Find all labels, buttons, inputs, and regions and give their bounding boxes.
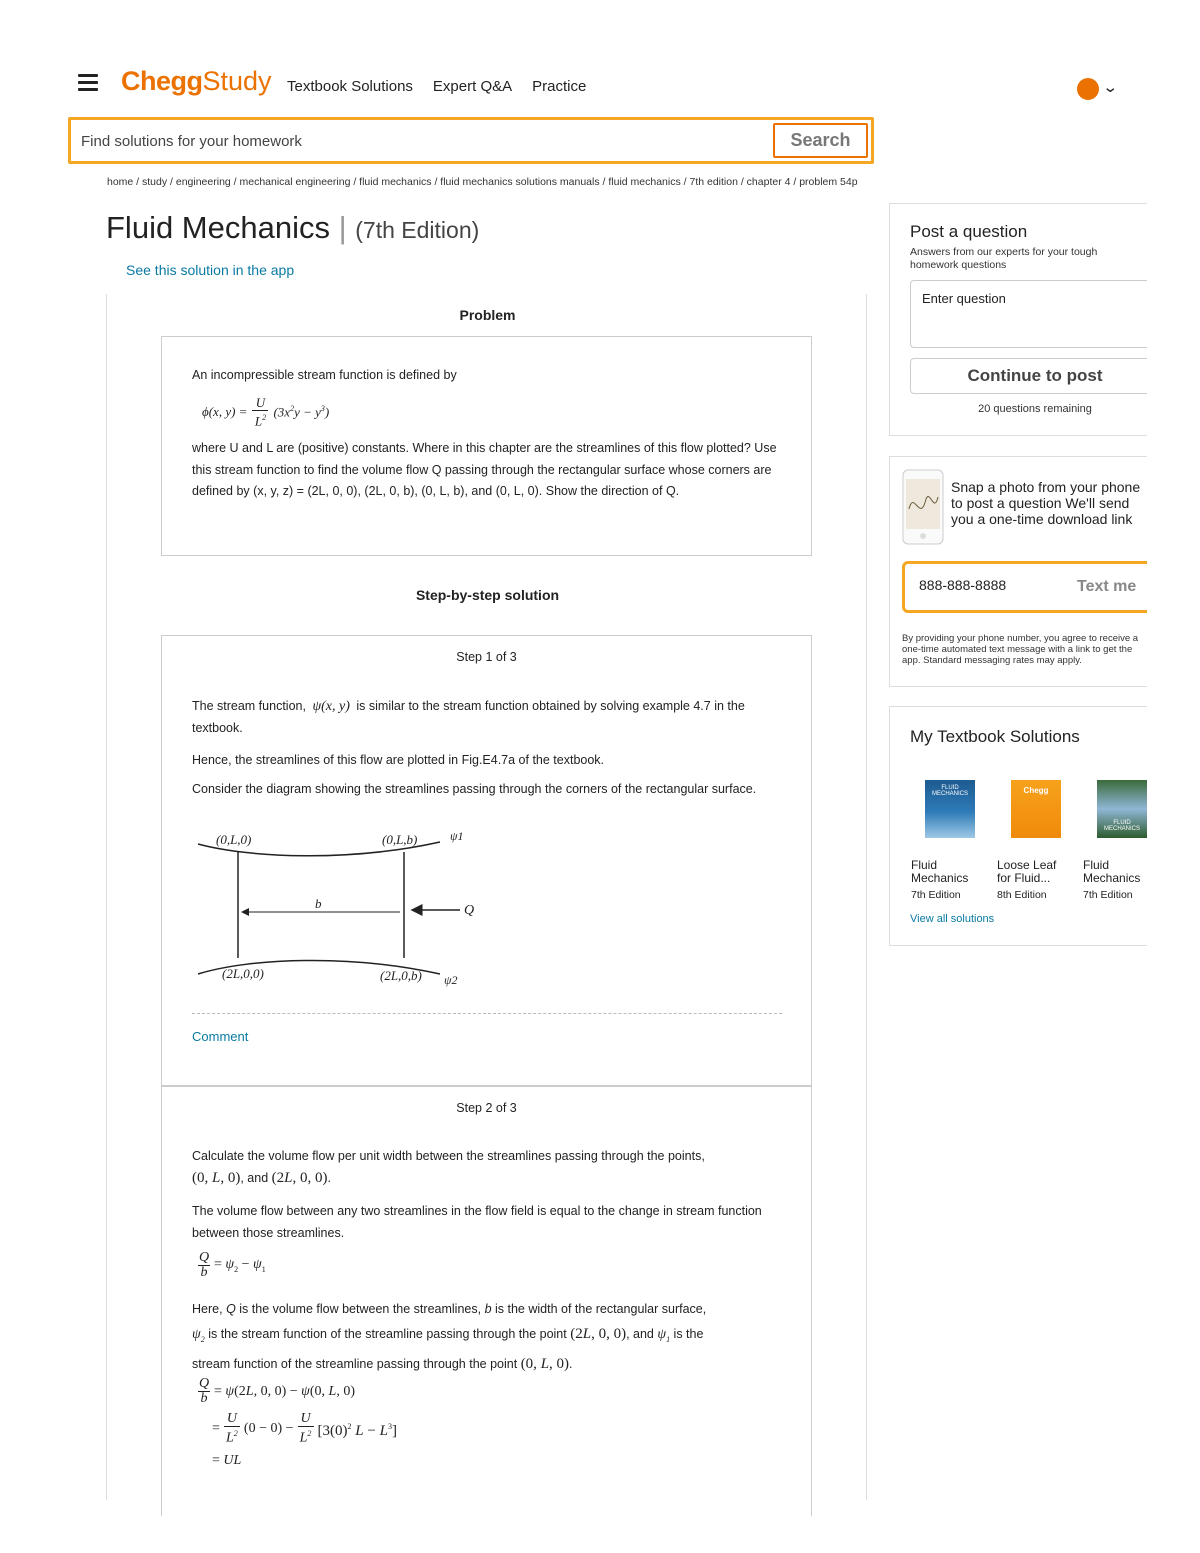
psi-symbol: ψ(x, y)	[312, 699, 350, 714]
logo-brand: Chegg	[121, 66, 203, 96]
snap-photo-card	[889, 456, 1147, 687]
nav-textbook-solutions[interactable]: Textbook Solutions	[287, 78, 413, 95]
book-edition-3: 7th Edition	[1083, 889, 1133, 901]
phone-icon	[902, 469, 944, 545]
label-psi-2: ψ2	[444, 973, 458, 987]
step-1-paragraph-1: The stream function, ψ(x, y) is similar to the stream function obtained by solving example 4.7 in the textbook.	[192, 699, 745, 735]
solution-content	[106, 294, 867, 1500]
phone-number-field	[902, 561, 1147, 613]
problem-body: where U and L are (positive) constants. Where in this chapter are the streamlines of this flow plotted? Use this stream function to find the volume flow Q passing through the rectangular surface whose corners are defined by (x, y, z) = (2L, 0, 0), (2L, 0, b), (0, L, b), and (0, L, 0). Show the direction of Q.	[192, 441, 777, 498]
post-question-card	[889, 203, 1147, 436]
problem-box	[161, 336, 812, 556]
book-name-2[interactable]: Loose Leaf for Fluid...	[997, 858, 1057, 885]
questions-remaining: 20 questions remaining	[978, 403, 1092, 415]
step-2-label: Step 2 of 3	[456, 1101, 517, 1115]
solution-heading: Step-by-step solution	[415, 587, 560, 603]
my-textbook-solutions-card	[889, 706, 1147, 946]
stream-function-equation: ϕ(x, y) = U $L^2$ $(3x^2y - y^3)$	[202, 394, 330, 429]
label-flow-q: Q	[464, 903, 475, 918]
menu-icon[interactable]	[78, 74, 98, 92]
step-1-paragraph-3: Consider the diagram showing the streamlines passing through the corners of the rectangular surface.	[192, 782, 757, 796]
label-top-left: (0,L,0)	[216, 832, 252, 847]
post-question-subtitle: Answers from our experts for your tough homework questions	[910, 246, 1098, 271]
book-cover-fluid-mechanics[interactable]: FLUID MECHANICS	[925, 780, 975, 838]
chegg-study-logo[interactable]	[121, 66, 272, 97]
see-solution-in-app-link[interactable]: See this solution in the app	[126, 262, 295, 278]
step-1-divider	[192, 1013, 782, 1014]
page-title: Fluid Mechanics | (7th Edition)	[106, 210, 480, 245]
problem-intro: An incompressible stream function is defined by	[192, 368, 457, 382]
label-psi-1: ψ1	[450, 829, 464, 843]
continue-to-post-button[interactable]: Continue to post	[910, 358, 1147, 394]
book-cover-loose-leaf[interactable]: Chegg	[1011, 780, 1061, 838]
book-cover-fluid-mechanics-2[interactable]: FLUID MECHANICS	[1097, 780, 1147, 838]
book-title: Fluid Mechanics	[106, 210, 330, 245]
my-textbook-solutions-title: My Textbook Solutions	[910, 727, 1080, 746]
breadcrumb[interactable]: home / study / engineering / mechanical engineering / fluid mechanics / fluid mechanics solutions manuals / fluid mechanics / 7th edition / chapter 4 / problem 54p	[107, 176, 858, 188]
chevron-down-icon[interactable]: ⌄	[1102, 79, 1119, 96]
main-nav	[287, 78, 586, 95]
question-input[interactable]	[910, 280, 1147, 348]
book-edition: (7th Edition)	[355, 217, 480, 243]
search-button[interactable]: Search	[773, 123, 868, 158]
book-edition-2: 8th Edition	[997, 889, 1047, 901]
book-edition-1: 7th Edition	[911, 889, 961, 901]
snap-photo-text: Snap a photo from your phone to post a question We'll send you a one-time download link	[951, 479, 1141, 527]
book-name-3[interactable]: Fluid Mechanics	[1083, 858, 1141, 885]
step-1-paragraph-2: Hence, the streamlines of this flow are plotted in Fig.E4.7a of the textbook.	[192, 753, 605, 767]
book-name-1[interactable]: Fluid Mechanics	[911, 858, 969, 885]
label-bottom-left: (2L,0,0)	[222, 966, 264, 981]
text-me-button[interactable]: Text me	[1077, 578, 1137, 595]
user-avatar-icon[interactable]	[1077, 78, 1099, 100]
search-input[interactable]	[81, 128, 761, 154]
post-question-title: Post a question	[910, 222, 1028, 241]
step-1-label: Step 1 of 3	[456, 650, 517, 664]
step-1-comment-link[interactable]: Comment	[192, 1029, 249, 1044]
view-all-solutions-link[interactable]: View all solutions	[910, 913, 995, 925]
step-1-box	[161, 635, 812, 1086]
search-bar	[68, 117, 874, 164]
logo-product: Study	[202, 66, 272, 96]
phone-number-input[interactable]	[919, 577, 1069, 593]
step-2-box	[161, 1086, 812, 1516]
streamline-diagram	[190, 828, 490, 993]
label-top-right: (0,L,b)	[382, 832, 418, 847]
nav-practice[interactable]: Practice	[532, 78, 587, 95]
step-2-equation-2: Q b = ψ(2L, 0, 0) − ψ(0, L, 0) = U $L^2$ (0 − 0) − U $L^2$ [$3(0)^2$ $L - L^3$] = UL	[198, 1376, 397, 1468]
step-2-paragraph-1: Calculate the volume flow per unit width between the streamlines passing through the points, (0, L, 0), and (2L, 0, 0).	[192, 1149, 705, 1186]
problem-heading: Problem	[459, 307, 516, 323]
nav-expert-qa[interactable]: Expert Q&A	[432, 78, 513, 95]
sms-disclaimer: By providing your phone number, you agree to receive a one-time automated text message with a link to get the app. Standard messaging rates may apply.	[902, 633, 1139, 666]
label-width-b: b	[315, 896, 322, 911]
step-2-equation-1: Q b = $\psi_2 - \psi_1$	[198, 1250, 266, 1280]
label-bottom-right: (2L,0,b)	[380, 968, 422, 983]
step-2-paragraph-2: The volume flow between any two streamlines in the flow field is equal to the change in stream function between those streamlines.	[192, 1204, 762, 1240]
step-2-paragraph-3: Here, Q is the volume flow between the streamlines, b is the width of the rectangular surface, $\psi_2$ is the stream function of the streamline passing through the point (2L, 0, 0), and $\psi_1$ is the stream function of the streamline passing through the point (0, L, 0).	[192, 1302, 707, 1372]
